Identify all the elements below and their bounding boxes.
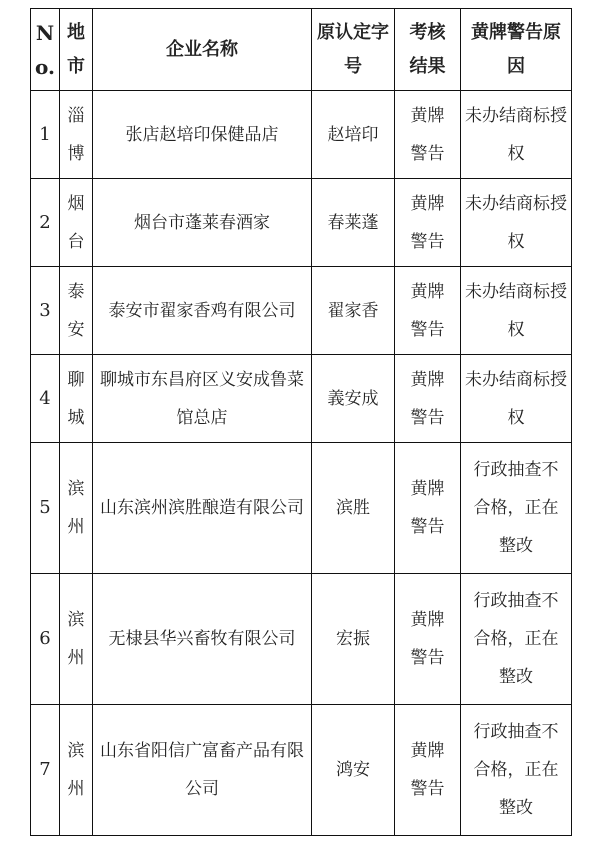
row-company: 聊城市东昌府区义安成鲁菜馆总店 xyxy=(93,355,312,443)
row-result: 黄牌警告 xyxy=(395,91,461,179)
row-result: 黄牌警告 xyxy=(395,574,461,705)
row-reason: 未办结商标授权 xyxy=(461,179,572,267)
header-brand: 原认定字号 xyxy=(312,9,395,91)
row-brand: 赵培印 xyxy=(312,91,395,179)
row-region: 滨州 xyxy=(60,705,93,836)
table-row xyxy=(31,267,572,355)
row-no: 2 xyxy=(31,179,60,267)
row-region: 烟台 xyxy=(60,179,93,267)
row-no: 7 xyxy=(31,705,60,836)
row-brand: 春莱蓬 xyxy=(312,179,395,267)
row-result: 黄牌警告 xyxy=(395,443,461,574)
row-brand: 義安成 xyxy=(312,355,395,443)
header-region: 地市 xyxy=(60,9,93,91)
table-row xyxy=(31,574,572,705)
row-company: 泰安市翟家香鸡有限公司 xyxy=(93,267,312,355)
row-no: 4 xyxy=(31,355,60,443)
row-company: 烟台市蓬莱春酒家 xyxy=(93,179,312,267)
table-row xyxy=(31,179,572,267)
row-reason: 未办结商标授权 xyxy=(461,355,572,443)
row-reason: 行政抽查不合格，正在整改 xyxy=(461,705,572,836)
header-no: No. xyxy=(31,9,60,91)
row-no: 6 xyxy=(31,574,60,705)
row-result: 黄牌警告 xyxy=(395,179,461,267)
row-no: 3 xyxy=(31,267,60,355)
header-reason: 黄牌警告原因 xyxy=(461,9,572,91)
row-brand: 宏振 xyxy=(312,574,395,705)
row-reason: 未办结商标授权 xyxy=(461,91,572,179)
header-row xyxy=(31,9,572,91)
table-row xyxy=(31,705,572,836)
row-region: 滨州 xyxy=(60,443,93,574)
header-result: 考核结果 xyxy=(395,9,461,91)
header-company: 企业名称 xyxy=(93,9,312,91)
row-no: 5 xyxy=(31,443,60,574)
row-company: 无棣县华兴畜牧有限公司 xyxy=(93,574,312,705)
row-reason: 未办结商标授权 xyxy=(461,267,572,355)
row-result: 黄牌警告 xyxy=(395,267,461,355)
table-row xyxy=(31,355,572,443)
row-region: 聊城 xyxy=(60,355,93,443)
row-brand: 鸿安 xyxy=(312,705,395,836)
row-region: 泰安 xyxy=(60,267,93,355)
row-reason: 行政抽查不合格，正在整改 xyxy=(461,574,572,705)
table-row xyxy=(31,443,572,574)
table-row xyxy=(31,91,572,179)
row-brand: 滨胜 xyxy=(312,443,395,574)
warning-table xyxy=(30,8,572,836)
row-no: 1 xyxy=(31,91,60,179)
row-region: 淄博 xyxy=(60,91,93,179)
row-reason: 行政抽查不合格，正在整改 xyxy=(461,443,572,574)
row-result: 黄牌警告 xyxy=(395,355,461,443)
row-company: 山东滨州滨胜酿造有限公司 xyxy=(93,443,312,574)
row-company: 山东省阳信广富畜产品有限公司 xyxy=(93,705,312,836)
row-brand: 翟家香 xyxy=(312,267,395,355)
row-company: 张店赵培印保健品店 xyxy=(93,91,312,179)
row-result: 黄牌警告 xyxy=(395,705,461,836)
row-region: 滨州 xyxy=(60,574,93,705)
